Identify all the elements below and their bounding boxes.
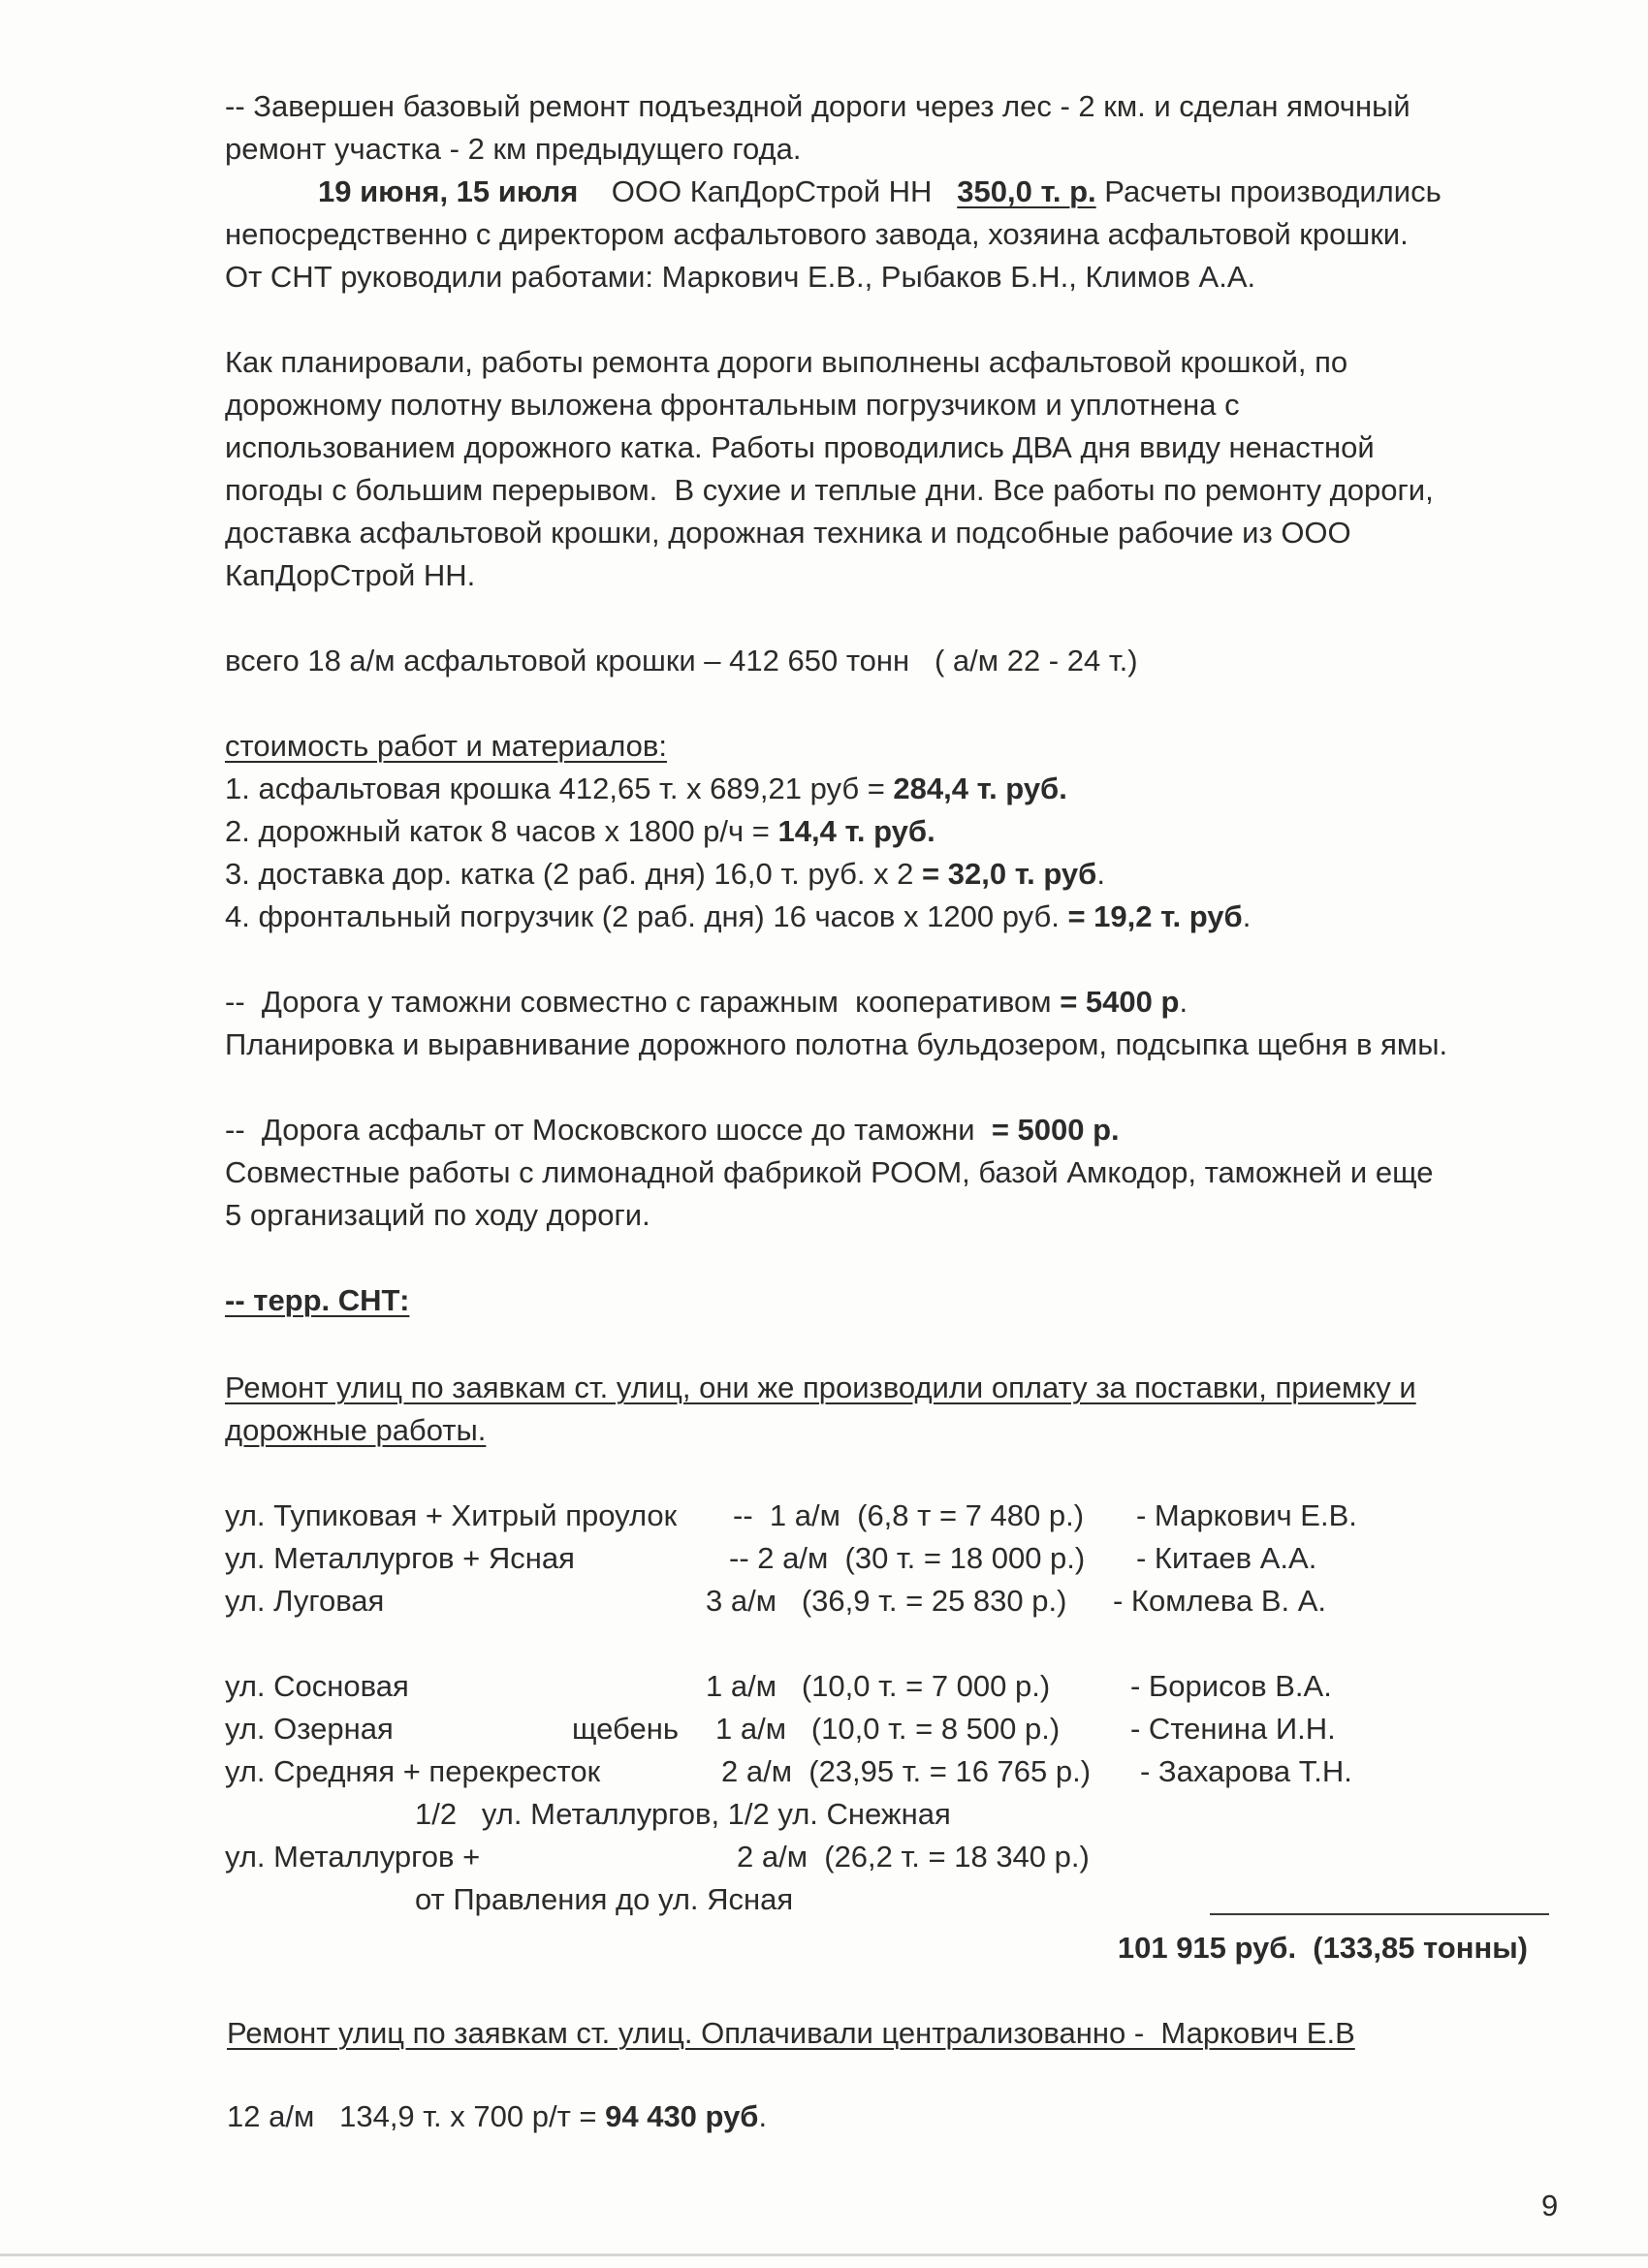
street-amount: 3 а/м (36,9 т. = 25 830 р.): [706, 1584, 1067, 1618]
street-person: - Захарова Т.Н.: [1140, 1754, 1352, 1788]
sum-amount: 350,0 т. р.: [957, 174, 1096, 208]
street-material: щебень: [572, 1712, 679, 1746]
street-name: ул. Сосновая: [225, 1669, 409, 1703]
text-line: КапДорСтрой НН.: [225, 558, 476, 592]
text-line: непосредственно с директором асфальтового завода, хозяина асфальтовой крошки.: [225, 217, 1409, 251]
street-amount: -- 1 а/м (6,8 т = 7 480 р.): [733, 1498, 1085, 1532]
scan-edge: [0, 2253, 1648, 2256]
amount: = 5400 р: [1060, 985, 1180, 1019]
street-amount: 1 а/м (10,0 т. = 8 500 р.): [715, 1712, 1061, 1746]
text-line: Как планировали, работы ремонта дороги выполнены асфальтовой крошкой, по: [225, 345, 1348, 379]
street-name: ул. Озерная: [225, 1712, 394, 1746]
page-number: 9: [1541, 2189, 1559, 2222]
text-fragment: .: [758, 2099, 768, 2133]
cost-item: [225, 810, 935, 853]
cost-item-tail: .: [1242, 899, 1252, 933]
street-name: ул. Металлургов +: [225, 1840, 481, 1874]
text-line: доставка асфальтовой крошки, дорожная техника и подсобные рабочие из ООО: [225, 516, 1351, 550]
cost-item-amount: = 19,2 т. руб: [1067, 899, 1243, 933]
cost-item-text: 4. фронтальный погрузчик (2 раб. дня) 16 часов х 1200 руб.: [225, 899, 1068, 933]
text-fragment: -- Дорога асфальт от Московского шоссе до таможни: [225, 1113, 992, 1147]
cost-item-text: 3. доставка дор. катка (2 раб. дня) 16,0 т. руб. х 2: [225, 857, 923, 891]
text-line: погоды с большим перерывом. В сухие и теплые дни. Все работы по ремонту дороги,: [225, 473, 1434, 507]
total-rule: [1210, 1913, 1549, 1915]
street-amount: 1 а/м (10,0 т. = 7 000 р.): [706, 1669, 1051, 1703]
cost-heading: стоимость работ и материалов:: [225, 729, 667, 763]
street-amount: -- 2 а/м (30 т. = 18 000 р.): [729, 1541, 1086, 1575]
date-text: 19 июня, 15 июля: [318, 174, 579, 208]
text-line: Ремонт улиц по заявкам ст. улиц, они же производили оплату за поставки, приемку и: [225, 1370, 1416, 1404]
street-amount: 2 а/м (26,2 т. = 18 340 р.): [737, 1840, 1090, 1874]
text-line: [225, 1109, 1120, 1151]
street-subline: 1/2 ул. Металлургов, 1/2 ул. Снежная: [415, 1797, 951, 1831]
company-name: ООО КапДорСтрой НН: [611, 174, 933, 208]
street-amount: 2 а/м (23,95 т. = 16 765 р.): [721, 1754, 1092, 1788]
street-name: ул. Луговая: [225, 1584, 385, 1618]
text-line: Совместные работы с лимонадной фабрикой РООМ, базой Амкодор, таможней и еще: [225, 1155, 1434, 1189]
text-line: ремонт участка - 2 км предыдущего года.: [225, 132, 802, 166]
section-heading: -- терр. СНТ:: [225, 1283, 410, 1317]
total-line: всего 18 а/м асфальтовой крошки – 412 650 тонн ( а/м 22 - 24 т.): [225, 644, 1138, 677]
text-line: -- Завершен базовый ремонт подъездной дороги через лес - 2 км. и сделан ямочный: [225, 89, 1410, 123]
text-line: Ремонт улиц по заявкам ст. улиц. Оплачивали централизованно - Маркович Е.В: [227, 2016, 1355, 2050]
text-line: 5 организаций по ходу дороги.: [225, 1198, 650, 1232]
street-person: - Маркович Е.В.: [1136, 1498, 1357, 1532]
cost-item-amount: 14,4 т. руб.: [777, 814, 935, 848]
text-line: [318, 171, 1442, 213]
cost-item: [225, 768, 1067, 810]
street-name: ул. Металлургов + Ясная: [225, 1541, 575, 1575]
amount: 94 430 руб: [605, 2099, 759, 2133]
cost-item: [225, 853, 1105, 896]
cost-item-tail: .: [1096, 857, 1105, 891]
text-line: [225, 981, 1188, 1024]
text-line: использованием дорожного катка. Работы проводились ДВА дня ввиду ненастной: [225, 430, 1375, 464]
street-person: - Китаев А.А.: [1136, 1541, 1317, 1575]
cost-item-amount: = 32,0 т. руб: [922, 857, 1097, 891]
text-line: Планировка и выравнивание дорожного полотна бульдозером, подсыпка щебня в ямы.: [225, 1027, 1448, 1061]
text-fragment: .: [1179, 985, 1188, 1019]
text-fragment: Расчеты производились: [1104, 174, 1442, 208]
cost-item: [225, 896, 1251, 938]
street-person: - Стенина И.Н.: [1130, 1712, 1336, 1746]
cost-item-amount: 284,4 т. руб.: [893, 772, 1067, 805]
text-line: [227, 2095, 767, 2138]
cost-item-text: 2. дорожный каток 8 часов х 1800 р/ч =: [225, 814, 778, 848]
street-subline: от Правления до ул. Ясная: [415, 1882, 794, 1916]
text-line: дорожному полотну выложена фронтальным погрузчиком и уплотнена с: [225, 388, 1240, 422]
street-name: ул. Тупиковая + Хитрый проулок: [225, 1498, 678, 1532]
text-line: От СНТ руководили работами: Маркович Е.В., Рыбаков Б.Н., Климов А.А.: [225, 260, 1256, 294]
cost-item-text: 1. асфальтовая крошка 412,65 т. х 689,21 руб =: [225, 772, 894, 805]
street-person: - Борисов В.А.: [1130, 1669, 1332, 1703]
street-person: - Комлева В. А.: [1113, 1584, 1327, 1618]
text-line: дорожные работы.: [225, 1413, 487, 1447]
amount: = 5000 р.: [991, 1113, 1120, 1147]
text-fragment: 12 а/м 134,9 т. х 700 р/т =: [227, 2099, 606, 2133]
streets-total: 101 915 руб. (133,85 тонны): [1117, 1931, 1528, 1965]
street-name: ул. Средняя + перекресток: [225, 1754, 601, 1788]
text-fragment: -- Дорога у таможни совместно с гаражным кооперативом: [225, 985, 1061, 1019]
